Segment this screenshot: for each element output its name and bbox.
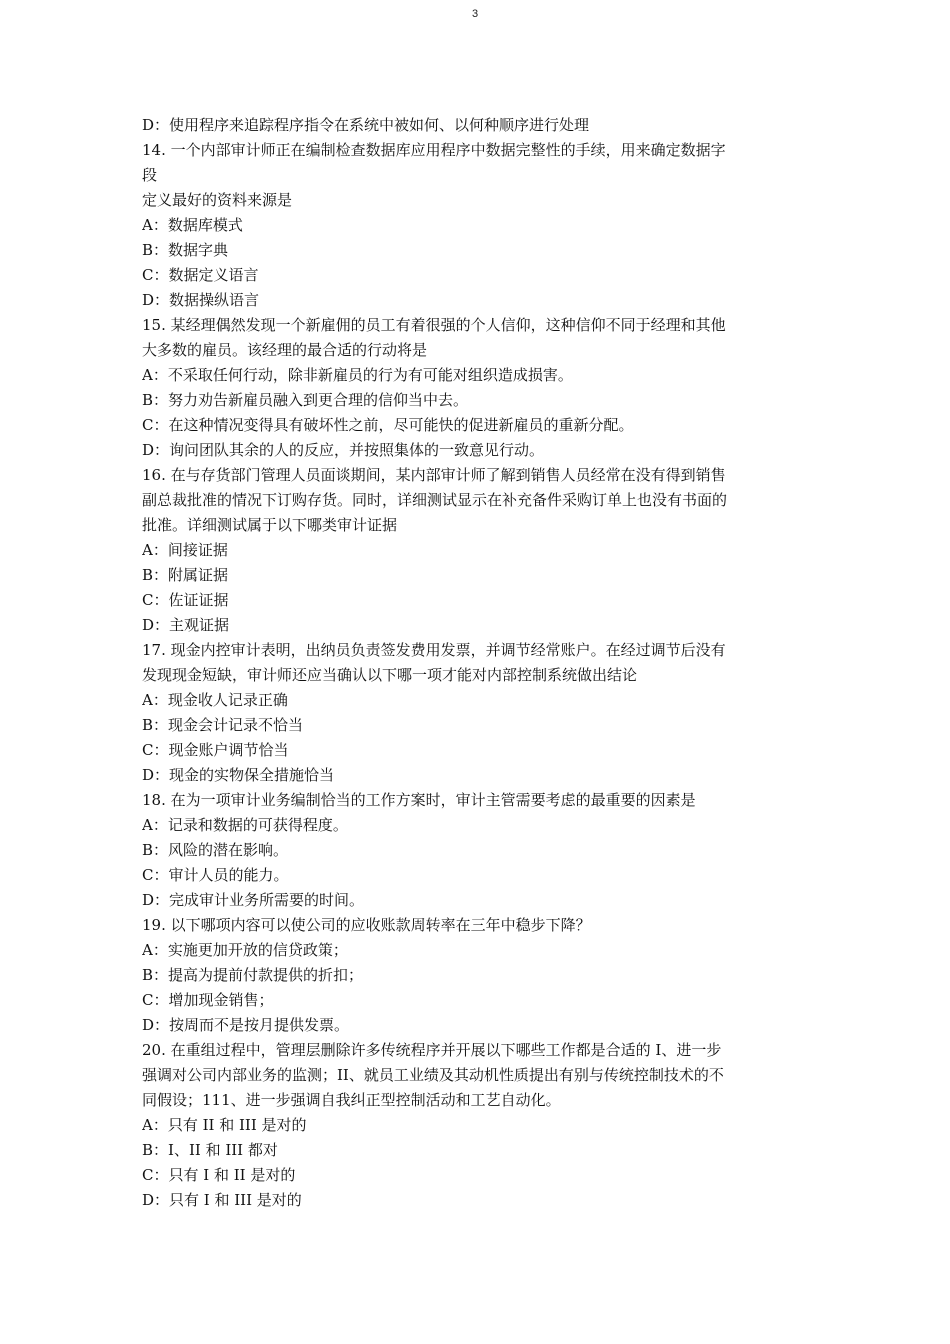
page-number: 3 — [471, 8, 479, 20]
option-b: B：数据字典 — [142, 241, 229, 259]
option-b: B：风险的潜在影响。 — [142, 841, 289, 859]
option-d: D：主观证据 — [142, 616, 230, 634]
question-15-text: 15. 某经理偶然发现一个新雇佣的员工有着很强的个人信仰，这种信仰不同于经理和其他 — [142, 316, 726, 334]
option-a: A：不采取任何行动，除非新雇员的行为有可能对组织造成损害。 — [142, 366, 573, 384]
option-a: A：现金收人记录正确 — [142, 691, 288, 709]
option-b: B：提高为提前付款提供的折扣； — [142, 966, 364, 984]
text-line: 段 — [142, 166, 158, 184]
question-17-text: 17. 现金内控审计表明，出纳员负责签发费用发票，并调节经常账户。在经过调节后没有 — [142, 641, 726, 659]
option-d: D：现金的实物保全措施恰当 — [142, 766, 335, 784]
text-line: 批准。详细测试属于以下哪类审计证据 — [142, 516, 398, 534]
option-c: C：现金账户调节恰当 — [142, 741, 289, 759]
question-18-text: 18. 在为一项审计业务编制恰当的工作方案时，审计主管需要考虑的最重要的因素是 — [142, 791, 696, 809]
option-c: C：数据定义语言 — [142, 266, 259, 284]
option-d: D：按周而不是按月提供发票。 — [142, 1016, 350, 1034]
document-body — [142, 113, 814, 1213]
option-c: C：只有 I 和 II 是对的 — [142, 1166, 296, 1184]
option-c: C：在这种情况变得具有破坏性之前，尽可能快的促进新雇员的重新分配。 — [142, 416, 634, 434]
text-line: 同假设；111、进一步强调自我纠正型控制活动和工艺自动化。 — [142, 1091, 561, 1109]
option-d: D：只有 I 和 III 是对的 — [142, 1191, 302, 1209]
option-d: D：数据操纵语言 — [142, 291, 260, 309]
option-a: A：数据库模式 — [142, 216, 243, 234]
question-20-text: 20. 在重组过程中，管理层删除许多传统程序并开展以下哪些工作都是合适的 I、进一步 — [142, 1041, 722, 1059]
option-b: B：努力劝告新雇员融入到更合理的信仰当中去。 — [142, 391, 469, 409]
option-a: A：实施更加开放的信贷政策； — [142, 941, 348, 959]
text-line: 发现现金短缺，审计师还应当确认以下哪一项才能对内部控制系统做出结论 — [142, 666, 638, 684]
option-d: D：完成审计业务所需要的时间。 — [142, 891, 365, 909]
option-d: D：询问团队其余的人的反应，并按照集体的一致意见行动。 — [142, 441, 545, 459]
option-b: B：现金会计记录不恰当 — [142, 716, 304, 734]
option-c: C：增加现金销售； — [142, 991, 274, 1009]
option-b: B：I、II 和 III 都对 — [142, 1141, 278, 1159]
text-line: 定义最好的资料来源是 — [142, 191, 293, 209]
option-a: A：只有 II 和 III 是对的 — [142, 1116, 307, 1134]
question-19-text: 19. 以下哪项内容可以使公司的应收账款周转率在三年中稳步下降？ — [142, 916, 591, 934]
option-c: C：佐证证据 — [142, 591, 229, 609]
option-a: A：间接证据 — [142, 541, 228, 559]
option-b: B：附属证据 — [142, 566, 229, 584]
option-a: A：记录和数据的可获得程度。 — [142, 816, 348, 834]
question-14-text: 14. 一个内部审计师正在编制检查数据库应用程序中数据完整性的手续，用来确定数据字 — [142, 141, 726, 159]
text-line: D：使用程序来追踪程序指令在系统中被如何、以何种顺序进行处理 — [142, 116, 590, 134]
text-line: 强调对公司内部业务的监测；II、就员工业绩及其动机性质提出有别与传统控制技术的不 — [142, 1066, 724, 1084]
option-c: C：审计人员的能力。 — [142, 866, 289, 884]
question-16-text: 16. 在与存货部门管理人员面谈期间，某内部审计师了解到销售人员经常在没有得到销售 — [142, 466, 726, 484]
text-line: 大多数的雇员。该经理的最合适的行动将是 — [142, 341, 428, 359]
text-line: 副总裁批准的情况下订购存货。同时，详细测试显示在补充备件采购订单上也没有书面的 — [142, 491, 728, 509]
